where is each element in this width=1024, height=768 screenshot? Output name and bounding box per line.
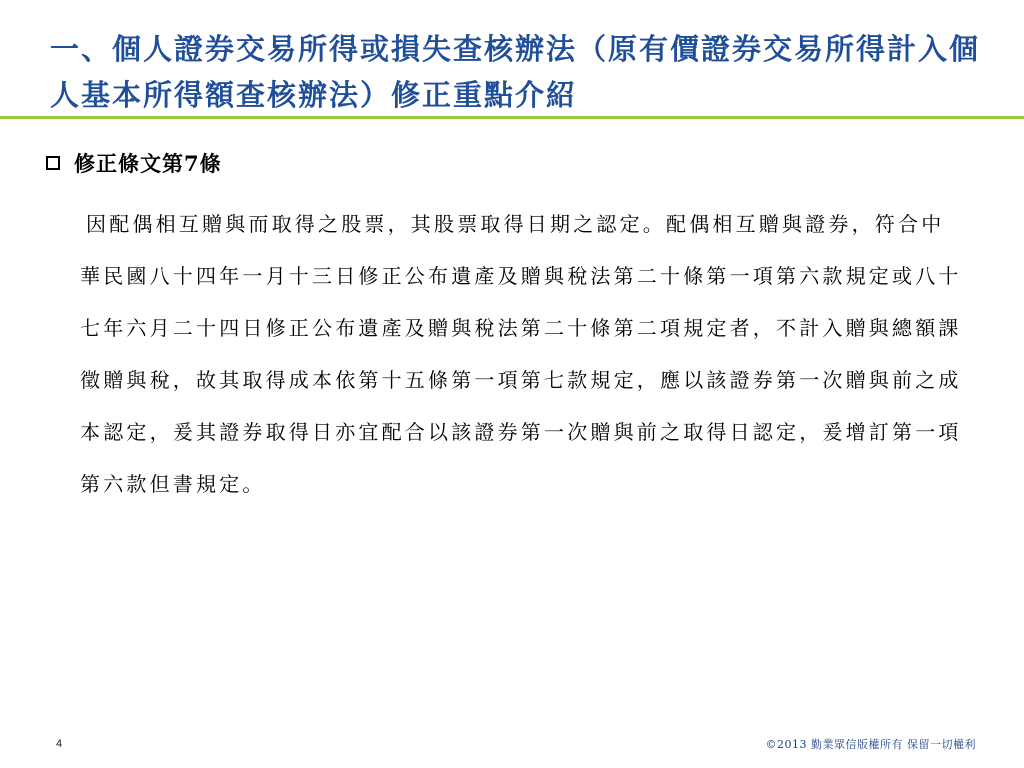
copyright-notice: ©2013 勤業眾信版權所有 保留一切權利 [765,738,976,751]
body-paragraph: 因配偶相互贈與而取得之股票，其股票取得日期之認定。配偶相互贈與證券，符合中華民國八十四年一月十三日修正公布遺產及贈與稅法第二十條第一項第六款規定或八十七年六月二十四日修正公布遺產及贈與稅法第二十條第二項規定者，不計入贈與總額課徵贈與稅，故其取得成本依第十五條第一項第七款規定，應以該證券第一次贈與前之成本認定，爰其證券取得日亦宜配合以該證券第一次贈與前之取得日認定，爰增訂第一項第六款但書規定。 [80,212,962,496]
bullet-item [46,148,222,178]
page-number: 4 [56,738,63,750]
slide-title: 一、個人證券交易所得或損失查核辦法（原有價證券交易所得計入個人基本所得額查核辦法）修正重點介紹 [50,32,981,112]
bullet-heading: 修正條文第7條 [74,151,222,176]
title-divider [0,116,1024,119]
square-bullet-icon [46,156,60,170]
